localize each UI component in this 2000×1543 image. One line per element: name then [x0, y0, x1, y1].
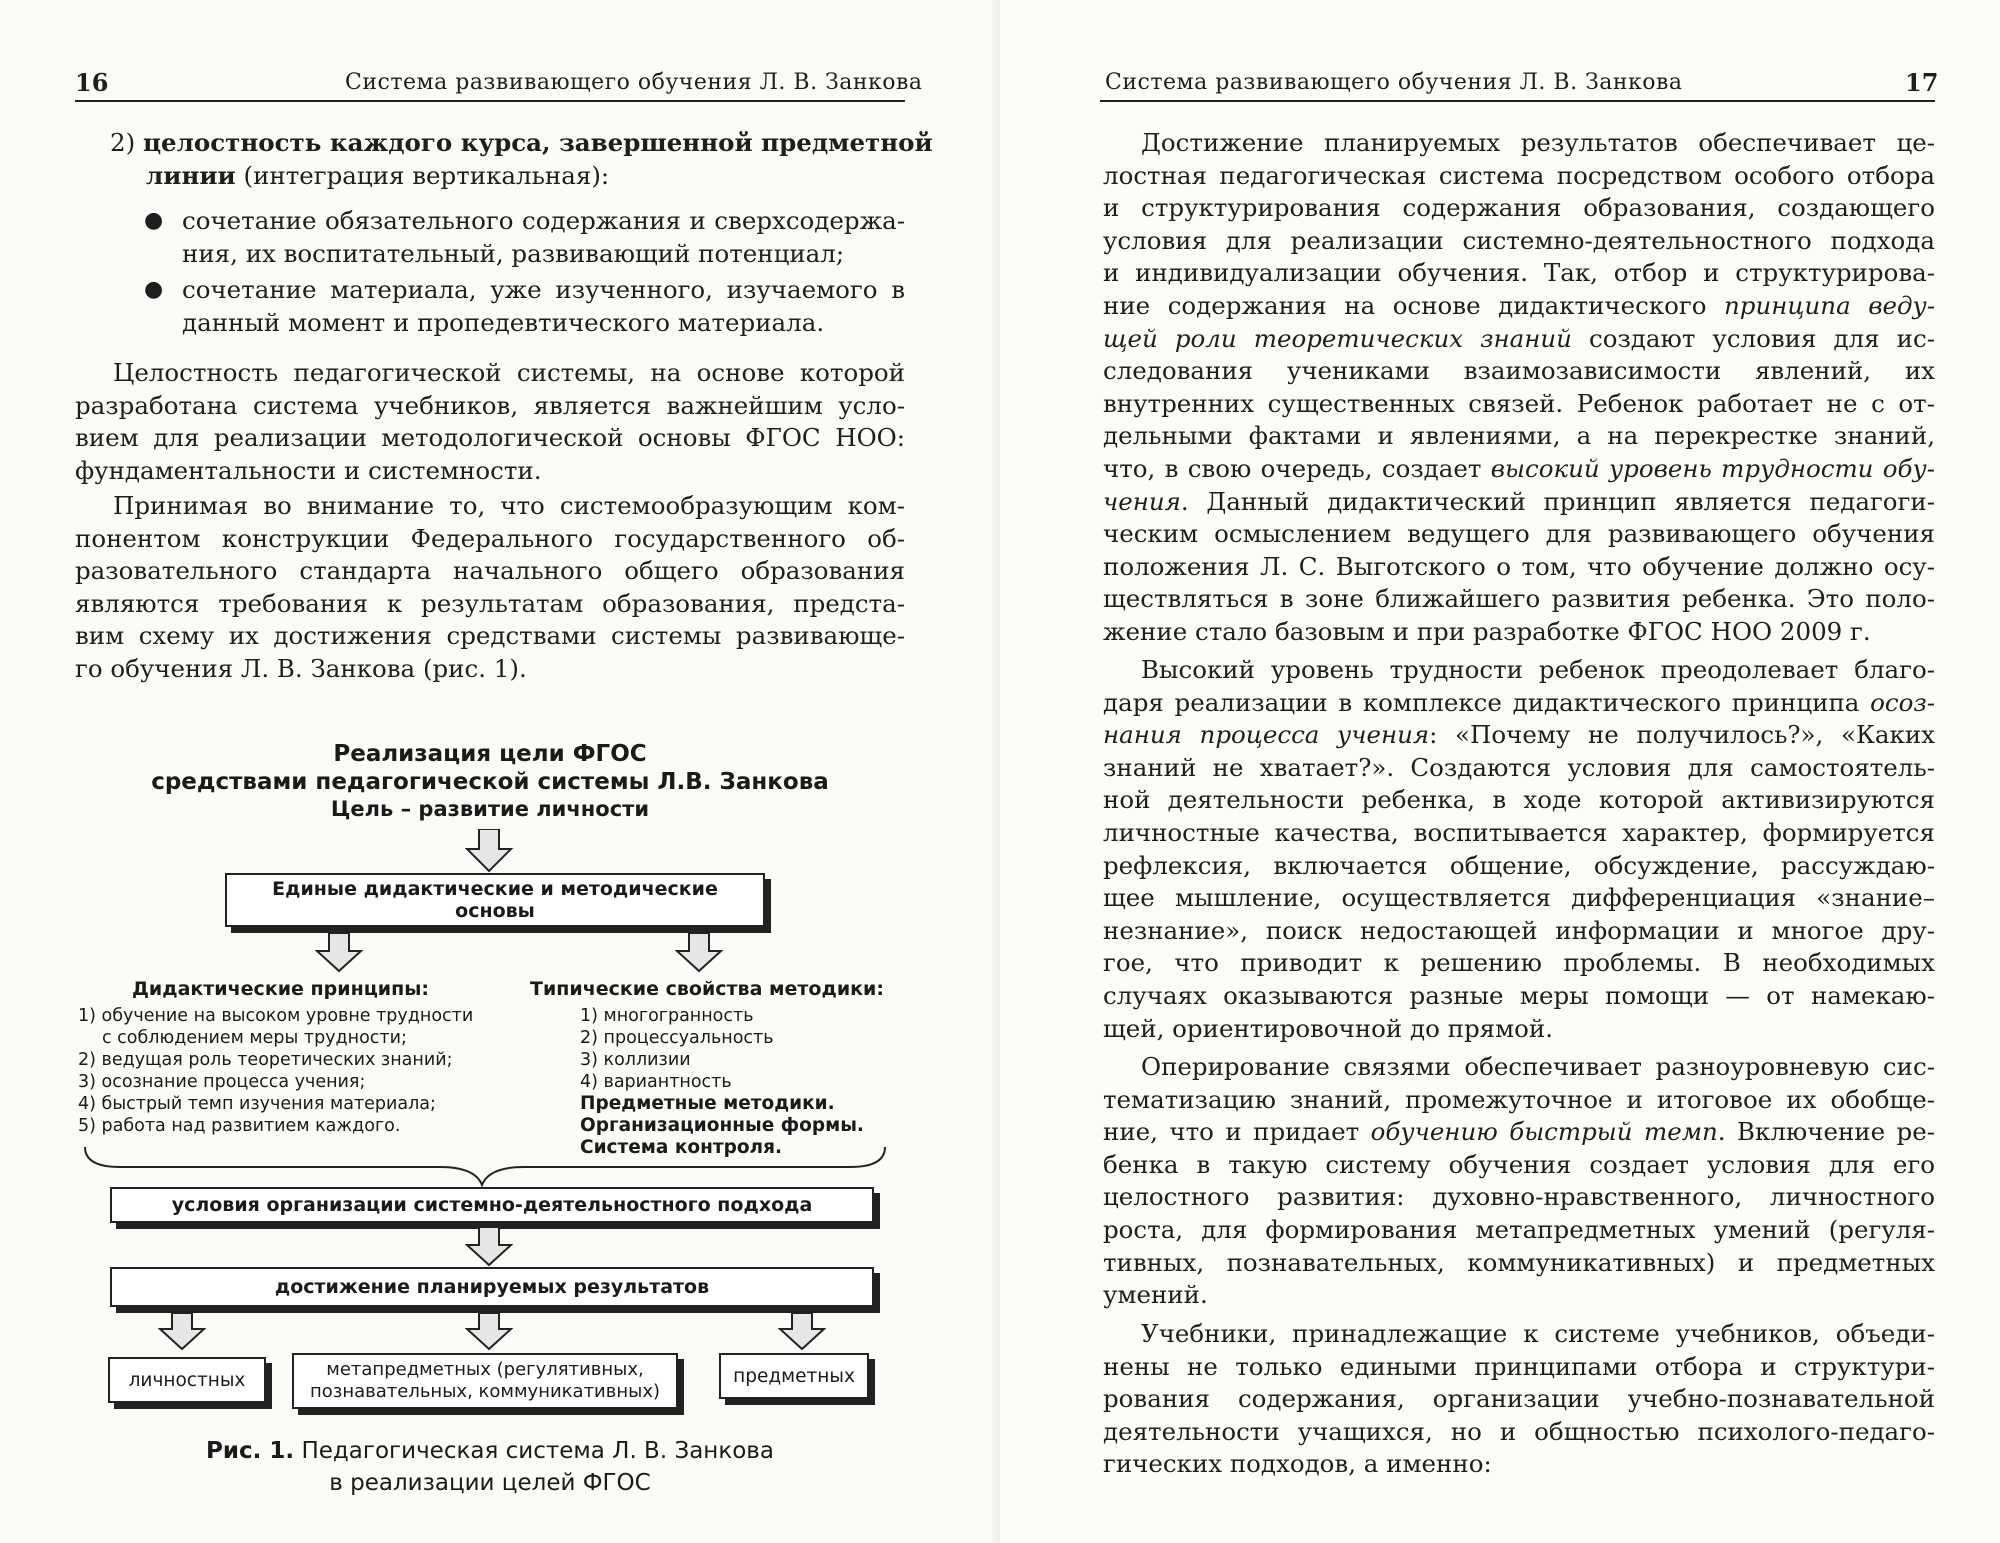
text-line: го обучения Л. В. Занкова (рис. 1).	[75, 653, 527, 683]
didactic-heading: Дидактические принципы:	[132, 978, 429, 1000]
bullet-list	[130, 205, 905, 339]
text-line: тивных, познавательных, коммуникативных) и предметных	[1103, 1247, 1935, 1277]
text-line	[1103, 323, 1935, 356]
bullet-item	[130, 274, 905, 339]
page-number: 16	[75, 68, 109, 97]
right-page	[1000, 0, 2000, 1543]
paragraph	[75, 357, 905, 487]
text-line: дельными фактами и явлениями, а на перекрестке знаний,	[1103, 421, 1935, 451]
item-2-line-1	[110, 127, 933, 160]
down-arrow-icon	[465, 1313, 513, 1351]
text-line	[1103, 486, 1935, 519]
text-line: положения Л. С. Выготского о том, что обучение должно осу-	[1103, 551, 1935, 581]
item-number: 2)	[110, 128, 136, 157]
caption-label: Рис. 1.	[206, 1438, 295, 1464]
text-line: Высокий уровень трудности ребенок преодолевает благо-	[1141, 655, 1935, 684]
down-arrow-icon	[778, 1313, 826, 1351]
box-foundations	[225, 873, 765, 927]
text-line: вием для реализации методологической основы ФГОС НОО:	[75, 423, 905, 453]
list-item: 2) ведущая роль теоретических знаний;	[78, 1050, 453, 1070]
italic-text: высокий уровень трудности обу-	[1490, 453, 1935, 483]
text-line: щей, ориентировочной до прямой.	[1103, 1013, 1554, 1043]
down-arrow-icon	[465, 1227, 513, 1267]
box-text: личностных	[128, 1369, 246, 1391]
box-conditions	[110, 1187, 874, 1223]
bullet-line: сочетание обязательного содержания и сверхсодержа-	[182, 206, 905, 235]
text-line: умений.	[1103, 1280, 1208, 1310]
text-line: Достижение планируемых результатов обеспечивает це-	[1141, 128, 1935, 157]
item-bold-text: линии	[146, 160, 236, 190]
box-results	[110, 1267, 874, 1307]
text-line: и индивидуализации обучения. Так, отбор и структурирова-	[1103, 258, 1935, 288]
list-item-bold: Система контроля.	[580, 1137, 783, 1158]
paragraph	[1103, 1318, 1935, 1481]
text-line: щее мышление, осуществляется дифференциация «знание–	[1103, 883, 1935, 913]
running-head: Система развивающего обучения Л. В. Занкова	[1105, 70, 1683, 95]
item-bold-text: целостность каждого курса, завершенной предметной	[142, 128, 933, 157]
text-line	[1103, 1116, 1935, 1149]
text-line: случаях оказываются разные меры помощи — от намекаю-	[1103, 980, 1935, 1010]
text-line: личностные качества, воспитывается характер, формируется	[1103, 817, 1935, 847]
list-item: с соблюдением меры трудности;	[102, 1028, 407, 1048]
text-line: разработана система учебников, является важнейшим усло-	[75, 390, 905, 420]
paragraph	[1103, 127, 1935, 649]
box-text: предметных	[733, 1365, 855, 1387]
italic-text: нания процесса учения	[1103, 720, 1430, 750]
figure-caption	[60, 1435, 920, 1467]
text-line: тематизацию знаний, промежуточное и итоговое их обобще-	[1103, 1084, 1935, 1114]
figure-title: средствами педагогической системы Л.В. Занкова	[151, 769, 829, 795]
bullet-icon: ●	[144, 277, 164, 303]
bullet-line: сочетание материала, уже изученного, изучаемого в	[182, 275, 905, 305]
bullet-item	[130, 205, 905, 270]
paragraph	[75, 490, 905, 686]
text-span: . Включение ре-	[1717, 1117, 1936, 1147]
text-line: лостная педагогическая система посредством особого отбора	[1103, 160, 1935, 190]
list-item: 4) быстрый темп изучения материала;	[78, 1094, 436, 1114]
text-line: вим схему их достижения средствами системы развивающе-	[75, 621, 905, 651]
text-line: незнание», поиск недостающей информации и многое дру-	[1103, 915, 1935, 945]
item-text: (интеграция вертикальная):	[235, 160, 610, 190]
text-line: ществляться в зоне ближайшего развития ребенка. Это поло-	[1103, 584, 1935, 614]
list-item-bold: Организационные формы.	[580, 1115, 864, 1136]
list-item: 1) многогранность	[580, 1006, 754, 1026]
text-line: внутренних существенных связей. Ребенок работает не с от-	[1103, 388, 1935, 418]
list-item: 3) коллизии	[580, 1050, 691, 1070]
text-line: жение стало базовым и при разработке ФГОС НОО 2009 г.	[1103, 616, 1871, 646]
italic-text: щей роли теоретических знаний	[1103, 323, 1572, 353]
text-line: Принимая во внимание то, что системообразующим ком-	[113, 491, 905, 520]
running-head: Система развивающего обучения Л. В. Занкова	[345, 70, 923, 95]
list-item: 5) работа над развитием каждого.	[78, 1116, 401, 1136]
item-2	[110, 127, 933, 192]
caption-text: Педагогическая система Л. В. Занкова	[294, 1438, 774, 1464]
box-subject	[719, 1353, 869, 1399]
bullet-line: ния, их воспитательный, развивающий потенциал;	[182, 238, 845, 268]
text-line: гое, что приводит к решению проблемы. В необходимых	[1103, 948, 1935, 978]
text-line: Учебники, принадлежащие к системе учебников, объеди-	[1141, 1319, 1935, 1348]
text-line: ческим осмыслением ведущего для развивающего обучения	[1103, 519, 1935, 549]
text-line: Целостность педагогической системы, на основе которой	[113, 358, 905, 387]
method-list	[580, 1005, 864, 1159]
list-item: 1) обучение на высоком уровне трудности	[78, 1006, 474, 1026]
down-arrow-icon	[675, 933, 723, 973]
figure-title: Реализация цели ФГОС	[333, 741, 647, 767]
figure-diagram	[60, 735, 920, 1495]
text-line	[1103, 290, 1935, 323]
box-text: метапредметных (регулятивных,	[326, 1359, 644, 1380]
text-span: даря реализации в комплексе дидактического принципа	[1103, 687, 1871, 717]
list-item: 4) вариантность	[580, 1072, 732, 1092]
brace-icon	[60, 1143, 920, 1187]
text-line: рефлексия, включается общение, обсуждение, рассуждаю-	[1103, 850, 1935, 880]
text-line	[1103, 453, 1935, 486]
text-line: рования содержания, организации учебно-познавательной	[1103, 1384, 1935, 1414]
text-span: : «Почему не получилось?», «Каких	[1429, 720, 1935, 750]
text-line: бенка в такую систему обучения создает условия для его	[1103, 1149, 1935, 1179]
text-line	[1103, 687, 1935, 720]
text-span: ние, что и придает	[1103, 1117, 1371, 1147]
text-line: являются требования к результатам образования, предста-	[75, 588, 905, 618]
text-line: целостного развития: духовно-нравственного, личностного	[1103, 1182, 1935, 1212]
didactic-list	[78, 1005, 473, 1137]
text-line: Оперирование связями обеспечивает разноуровневую сис-	[1141, 1052, 1935, 1081]
header-rule	[1100, 100, 1935, 102]
box-text: достижение планируемых результатов	[274, 1276, 710, 1298]
box-text: основы	[455, 900, 535, 922]
box-metasubject	[292, 1353, 678, 1409]
figure-goal: Цель – развитие личности	[330, 797, 650, 821]
method-heading: Типические свойства методики:	[530, 978, 884, 1000]
text-span: . Данный дидактический принцип является педагоги-	[1180, 486, 1935, 516]
text-line: и структурирования содержания образования, создающего	[1103, 193, 1935, 223]
bullet-icon: ●	[144, 208, 164, 233]
text-line: разовательного стандарта начального общего образования	[75, 556, 905, 586]
italic-text: осоз-	[1870, 687, 1935, 717]
list-item: 2) процессуальность	[580, 1028, 774, 1048]
text-line: фундаментальности и системности.	[75, 455, 542, 485]
italic-text: чения	[1103, 486, 1181, 516]
text-line: роста, для формирования метапредметных умений (регуля-	[1103, 1214, 1935, 1244]
list-item-bold: Предметные методики.	[580, 1093, 835, 1114]
down-arrow-icon	[465, 829, 513, 873]
text-line: знаний не хватает?». Создаются условия для самостоятель-	[1103, 752, 1935, 782]
text-span: что, в свою очередь, создает	[1103, 453, 1491, 483]
text-line: нены не только едиными принципами отбора и структури-	[1103, 1351, 1935, 1381]
text-line: следования учениками взаимозависимости явлений, их	[1103, 356, 1935, 386]
box-text: познавательных, коммуникативных)	[309, 1381, 661, 1402]
down-arrow-icon	[315, 933, 363, 973]
text-line: понентом конструкции Федерального государственного об-	[75, 523, 905, 553]
page-number: 17	[1905, 68, 1939, 97]
text-line: условия для реализации системно-деятельностного подхода	[1103, 225, 1935, 255]
text-line: ной деятельности ребенка, в ходе которой активизируются	[1103, 785, 1935, 815]
header-rule	[75, 100, 905, 102]
list-item: 3) осознание процесса учения;	[78, 1072, 366, 1092]
item-2-line-2	[110, 160, 905, 193]
paragraph	[1103, 654, 1935, 1045]
text-line: деятельности учащихся, но и общностью психолого-педаго-	[1103, 1416, 1935, 1446]
text-span: создают условия для ис-	[1571, 323, 1935, 353]
down-arrow-icon	[158, 1313, 206, 1351]
figure-caption-line: в реализации целей ФГОС	[329, 1470, 651, 1496]
box-text: условия организации системно-деятельностного подхода	[171, 1194, 813, 1216]
text-span: ние содержания на основе дидактического	[1103, 290, 1725, 320]
italic-text: обучению быстрый темп	[1370, 1117, 1718, 1147]
text-line	[1103, 719, 1935, 752]
bullet-line: данный момент и пропедевтического материала.	[182, 307, 825, 337]
italic-text: принципа веду-	[1724, 290, 1935, 320]
text-line: гических подходов, а именно:	[1103, 1449, 1492, 1479]
box-text: Единые дидактические и методические	[272, 878, 718, 900]
box-personal	[108, 1357, 266, 1403]
paragraph	[1103, 1051, 1935, 1312]
